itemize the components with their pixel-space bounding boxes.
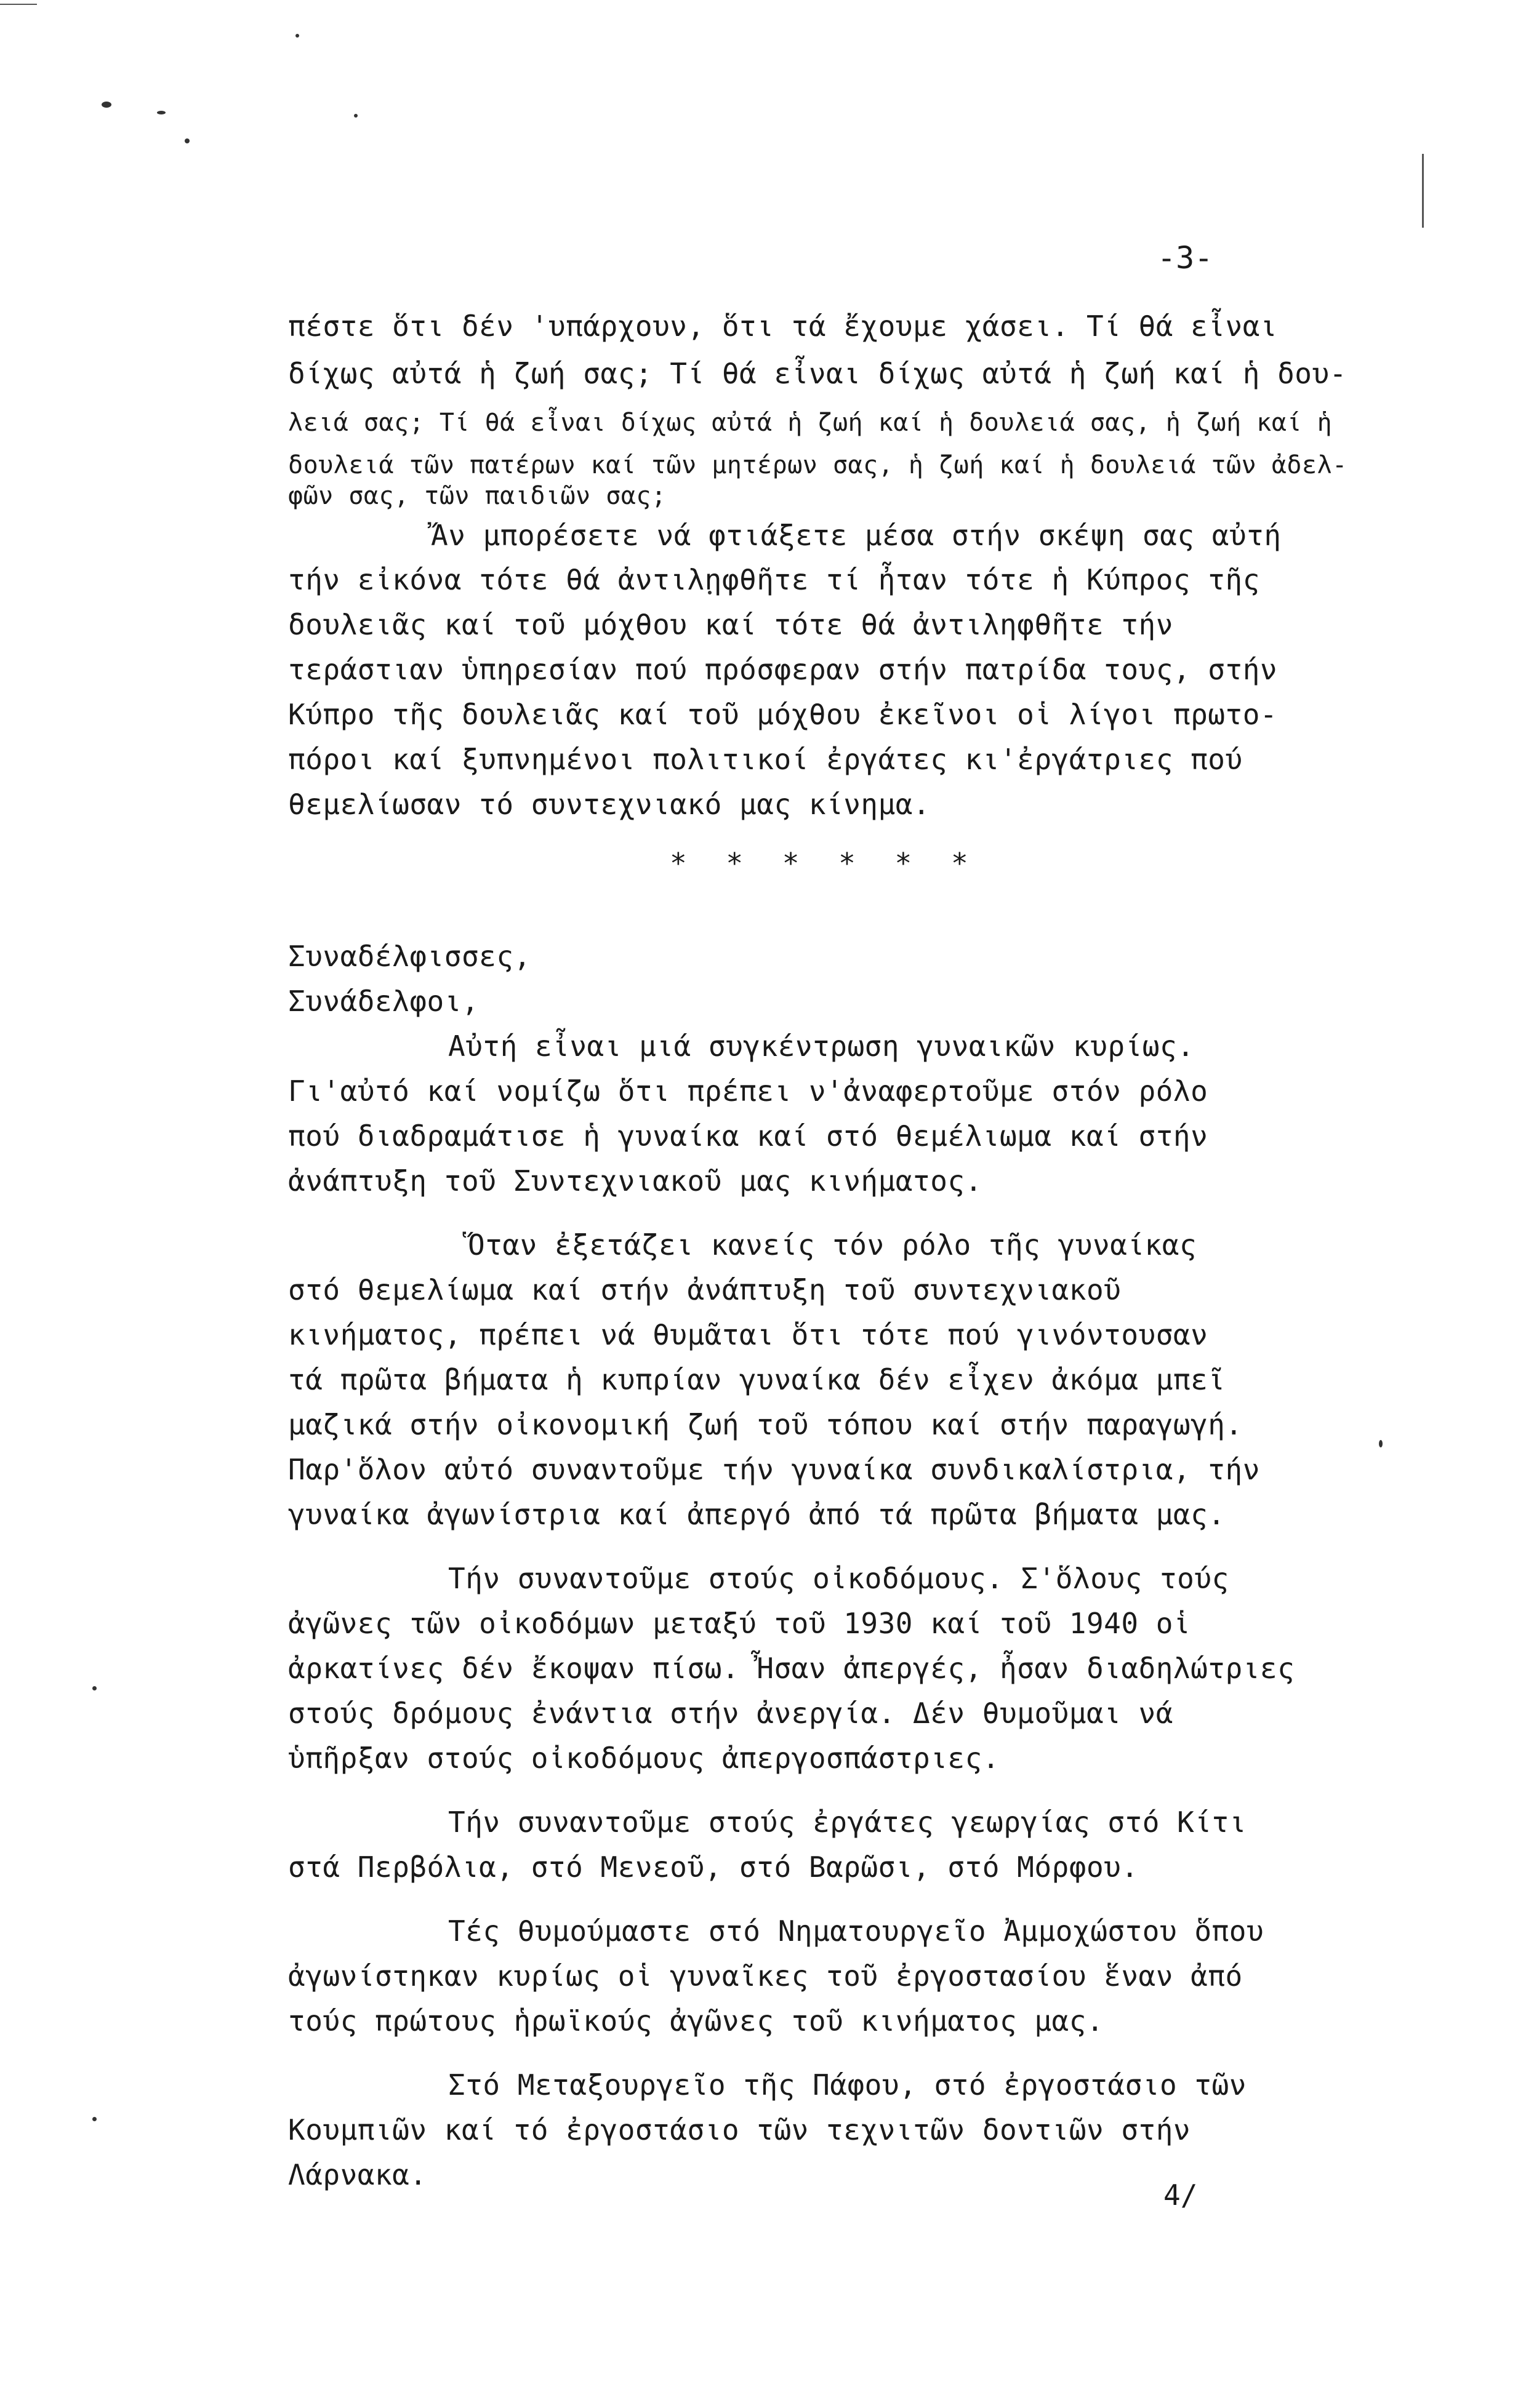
- text-line: μαζικά στήν οἰκονομική ζωή τοῦ τόπου καί στήν παραγωγή.: [288, 1408, 1243, 1441]
- text-line: Τήν συναντοῦμε στούς ἐργάτες γεωργίας στό Κίτι: [448, 1806, 1247, 1839]
- text-line: θεμελίωσαν τό συντεχνιακό μας κίνημα.: [288, 788, 931, 821]
- page-number: -3-: [1157, 240, 1213, 276]
- continuation-marker: 4/: [1163, 2178, 1198, 2212]
- text-line: Στό Μεταξουργεῖο τῆς Πάφου, στό ἐργοστάσιο τῶν: [448, 2068, 1247, 2102]
- scan-speck: [1379, 1440, 1383, 1447]
- scan-speck: [157, 111, 166, 114]
- text-line: στά Περβόλια, στό Μενεοῦ, στό Βαρῶσι, στό Μόρφου.: [288, 1850, 1139, 1884]
- text-line: στούς δρόμους ἐνάντια στήν ἀνεργία. Δέν θυμοῦμαι νά: [288, 1697, 1173, 1730]
- text-line: γυναίκα ἀγωνίστρια καί ἀπεργό ἀπό τά πρῶτα βήματα μας.: [288, 1498, 1226, 1531]
- text-line: Λάρνακα.: [288, 2158, 427, 2191]
- text-line: τά πρῶτα βήματα ἡ κυπρίαν γυναίκα δέν εἶχεν ἀκόμα μπεῖ: [288, 1363, 1226, 1396]
- text-line: Ὅταν ἐξετάζει κανείς τόν ρόλο τῆς γυναίκας: [468, 1228, 1197, 1262]
- text-line: φῶν σας, τῶν παιδιῶν σας;: [288, 482, 667, 510]
- scan-speck: [102, 102, 111, 108]
- text-line: Παρ'ὅλον αὐτό συναντοῦμε τήν γυναίκα συνδικαλίστρια, τήν: [288, 1453, 1260, 1486]
- text-line: ἀρκατίνες δέν ἔκοψαν πίσω. Ἦσαν ἀπεργές, ἦσαν διαδηλώτριες: [288, 1652, 1295, 1685]
- section-separator: * * * * * *: [670, 847, 979, 880]
- salutation: Συναδέλφισσες,: [288, 940, 531, 973]
- salutation: Συνάδελφοι,: [288, 985, 480, 1018]
- text-line: δουλειά τῶν πατέρων καί τῶν μητέρων σας, ἡ ζωή καί ἡ δουλειά τῶν ἀδελ-: [288, 451, 1347, 479]
- text-line: τούς πρώτους ἡρωϊκούς ἀγῶνες τοῦ κινήματος μας.: [288, 2004, 1104, 2038]
- text-line: ἀγῶνες τῶν οἰκοδόμων μεταξύ τοῦ 1930 καί τοῦ 1940 οἱ: [288, 1607, 1191, 1640]
- scan-edge-mark: [1422, 154, 1424, 228]
- scan-speck: [92, 1686, 97, 1690]
- text-line: τήν εἰκόνα τότε θά ἀντιληφθῆτε τί ἦταν τότε ἡ Κύπρος τῆς: [288, 563, 1260, 596]
- text-line: τεράστιαν ὑπηρεσίαν πού πρόσφεραν στήν πατρίδα τους, στήν: [288, 653, 1278, 686]
- text-line: Ἄν μπορέσετε νά φτιάξετε μέσα στήν σκέψη σας αὐτή: [431, 519, 1282, 552]
- text-line: πέστε ὅτι δέν 'υπάρχουν, ὅτι τά ἔχουμε χάσει. Τί θά εἶναι: [288, 310, 1278, 343]
- text-line: δίχως αὐτά ἡ ζωή σας; Τί θά εἶναι δίχως αὐτά ἡ ζωή καί ἡ δου-: [288, 357, 1347, 390]
- text-line: Κουμπιῶν καί τό ἐργοστάσιο τῶν τεχνιτῶν δοντιῶν στήν: [288, 2113, 1191, 2146]
- scan-speck: [295, 34, 299, 38]
- text-line: Γι'αὐτό καί νομίζω ὅτι πρέπει ν'ἀναφερτοῦμε στόν ρόλο: [288, 1074, 1208, 1108]
- text-line: Κύπρο τῆς δουλειᾶς καί τοῦ μόχθου ἐκεῖνοι οἱ λίγοι πρωτο-: [288, 698, 1278, 731]
- text-line: ὑπῆρξαν στούς οἰκοδόμους ἀπεργοσπάστριες.: [288, 1742, 1000, 1775]
- scan-speck: [354, 114, 358, 118]
- text-line: δουλειᾶς καί τοῦ μόχθου καί τότε θά ἀντιληφθῆτε τήν: [288, 608, 1173, 641]
- scan-speck: [92, 2117, 97, 2121]
- text-line: Αὐτή εἶναι μιά συγκέντρωση γυναικῶν κυρίως.: [448, 1030, 1195, 1063]
- text-line: πόροι καί ξυπνημένοι πολιτικοί ἐργάτες κι'ἐργάτριες πού: [288, 743, 1243, 776]
- text-line: ἀγωνίστηκαν κυρίως οἱ γυναῖκες τοῦ ἐργοστασίου ἕναν ἀπό: [288, 1959, 1243, 1993]
- text-line: λειά σας; Τί θά εἶναι δίχως αὐτά ἡ ζωή καί ἡ δουλειά σας, ἡ ζωή καί ἡ: [288, 409, 1333, 437]
- text-line: Τές θυμούμαστε στό Νηματουργεῖο Ἀμμοχώστου ὅπου: [448, 1914, 1264, 1948]
- text-line: κινήματος, πρέπει νά θυμᾶται ὅτι τότε πού γινόντουσαν: [288, 1318, 1208, 1351]
- scan-edge-mark: [0, 4, 37, 5]
- text-line: ἀνάπτυξη τοῦ Συντεχνιακοῦ μας κινήματος.: [288, 1164, 982, 1198]
- text-line: Τήν συναντοῦμε στούς οἰκοδόμους. Σ'ὅλους τούς: [448, 1562, 1229, 1595]
- scan-speck: [185, 138, 190, 143]
- text-line: στό θεμελίωμα καί στήν ἀνάπτυξη τοῦ συντεχνιακοῦ: [288, 1273, 1122, 1306]
- text-line: πού διαδραμάτισε ἡ γυναίκα καί στό θεμέλιωμα καί στήν: [288, 1119, 1208, 1153]
